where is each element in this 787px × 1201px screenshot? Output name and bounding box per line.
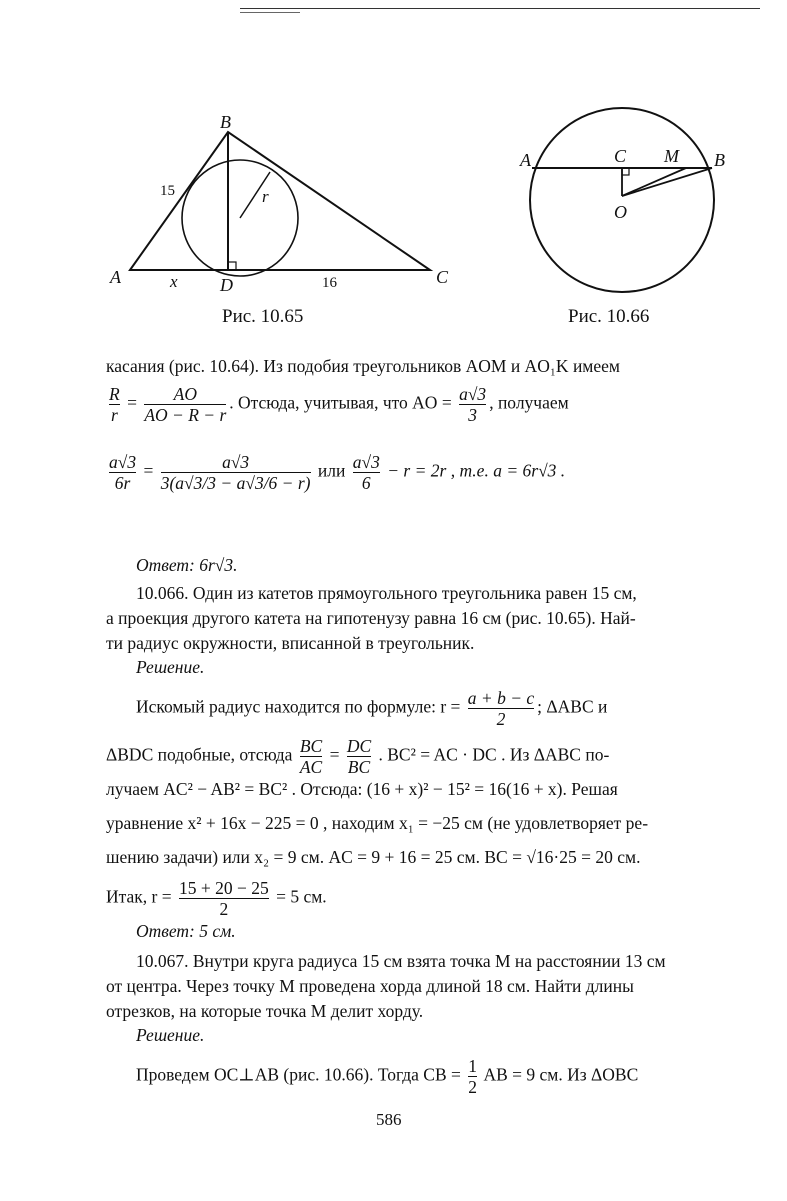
- fraction: $\frac{a√3}{3(a√3/3 - a√3/6 - r)}$: [160, 452, 311, 493]
- solution-line-5: шению задачи) или x₂ = 9 см. AC = 9 + 16 = 25 см. BC = √16·25 = 20 см.: [106, 847, 641, 867]
- right-angle-mark: [622, 168, 629, 175]
- solution-heading-1: Решение.: [136, 657, 205, 677]
- fraction: $\frac{AO}{AO - R - r}$: [144, 384, 227, 425]
- fraction: $\frac{DC}{BC}$: [346, 736, 372, 777]
- problem-10-066-cont2: ти радиус окружности, вписанной в треугольник.: [106, 633, 475, 653]
- solution-line-1: Искомый радиус находится по формуле: r = $\frac{a + b - c}{2}$ ; ΔABC и: [136, 688, 608, 729]
- answer-2: Ответ: 5 см.: [136, 921, 236, 941]
- label-r: r: [262, 187, 269, 206]
- label-16: 16: [322, 275, 337, 291]
- formula-line-2: $\frac{R}{r}$ = $\frac{AO}{AO - R - r}$ . Отсюда, учитывая, что AO = $\frac{a√3}{3}$ , получаем: [109, 384, 569, 425]
- header-rule-short: [240, 12, 300, 13]
- label-o: O: [614, 202, 627, 222]
- problem-10-067-cont2: отрезков, на которые точка M делит хорду.: [106, 1001, 424, 1021]
- fraction: $\frac{BC}{AC}$: [299, 736, 323, 777]
- circle-o: [530, 108, 714, 292]
- label-x: x: [170, 272, 178, 291]
- problem-10-067-cont: от центра. Через точку M проведена хорда длиной 18 см. Найти длины: [106, 976, 634, 996]
- solution-line-3: лучаем AC² − AB² = BC² . Отсюда: (16 + x)² − 15² = 16(16 + x). Решая: [106, 779, 618, 799]
- caption-10-66: Рис. 10.66: [568, 306, 650, 327]
- problem-10-066-cont: а проекция другого катета на гипотенузу равна 16 см (рис. 10.65). Най-: [106, 608, 636, 628]
- solution-line-7: Проведем OC⊥AB (рис. 10.66). Тогда CB = $\frac{1}{2}$ AB = 9 см. Из ΔOBC: [136, 1056, 639, 1097]
- label-a: A: [110, 267, 121, 287]
- label-c: C: [614, 146, 627, 166]
- fraction: $\frac{1}{2}$: [468, 1056, 478, 1097]
- fraction: $\frac{R}{r}$: [109, 384, 120, 425]
- segment-om: [622, 168, 686, 196]
- fraction: $\frac{a√3}{6}$: [352, 452, 380, 493]
- solution-line-2: ΔBDC подобные, отсюда $\frac{BC}{AC}$ = $\frac{DC}{BC}$ . BC² = AC · DC . Из ΔABC по-: [106, 736, 610, 777]
- solution-line-4: уравнение x² + 16x − 225 = 0 , находим x₁ = −25 см (не удовлетворяет ре-: [106, 813, 649, 833]
- answer-1: Ответ: 6r√3.: [136, 555, 238, 575]
- page-number: 586: [376, 1110, 402, 1129]
- caption-10-65: Рис. 10.65: [222, 306, 304, 327]
- fraction: $\frac{a√3}{6r}$: [109, 452, 137, 493]
- label-a: A: [520, 150, 531, 170]
- header-rule: [240, 8, 760, 9]
- segment-ob: [622, 168, 712, 196]
- problem-10-066: 10.066. Один из катетов прямоугольного треугольника равен 15 см,: [136, 583, 637, 603]
- solution-heading-2: Решение.: [136, 1025, 205, 1045]
- figure-10-66: [510, 100, 750, 310]
- label-b: B: [220, 112, 231, 132]
- formula-line-3: $\frac{a√3}{6r}$ = $\frac{a√3}{3(a√3/3 - a√3/6 - r)}$ или $\frac{a√3}{6}$ − r = 2r , т.е. a = 6r√3 .: [109, 452, 566, 493]
- text-line-1: касания (рис. 10.64). Из подобия треугольников AOM и AO₁K имеем: [106, 356, 620, 376]
- label-d: D: [220, 275, 233, 295]
- fraction: $\frac{a√3}{3}$: [459, 384, 487, 425]
- label-c: C: [436, 267, 449, 287]
- figure-10-65: [100, 110, 460, 300]
- fraction: $\frac{15 + 20 - 25}{2}$: [178, 878, 269, 919]
- fraction: $\frac{a + b - c}{2}$: [467, 688, 535, 729]
- label-b: B: [714, 150, 725, 170]
- label-15: 15: [160, 183, 175, 199]
- label-m: M: [664, 146, 679, 166]
- triangle-abc: [130, 132, 430, 270]
- solution-line-6: Итак, r = $\frac{15 + 20 - 25}{2}$ = 5 см.: [106, 878, 327, 919]
- right-angle-mark: [228, 262, 236, 270]
- problem-10-067: 10.067. Внутри круга радиуса 15 см взята точка M на расстоянии 13 см: [136, 951, 666, 971]
